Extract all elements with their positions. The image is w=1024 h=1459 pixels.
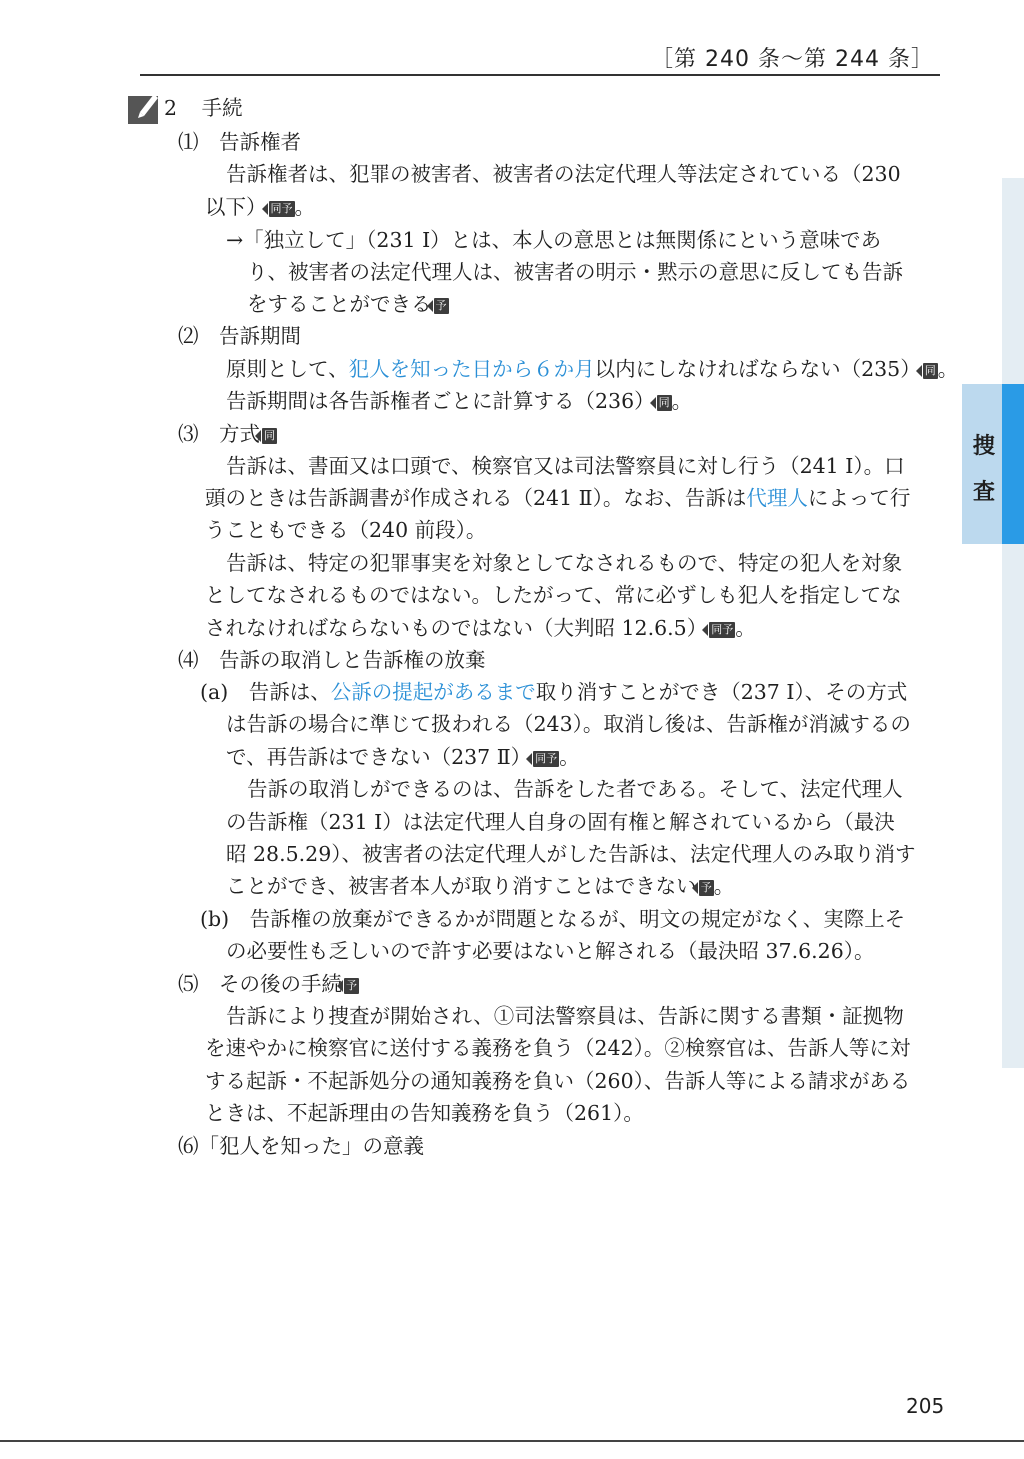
line-text: ⑸ その後の手続 bbox=[178, 972, 342, 996]
highlighted-text: 公訴の提起があるまで bbox=[330, 680, 536, 704]
text-line bbox=[247, 290, 449, 318]
text-line bbox=[226, 226, 881, 254]
text-line bbox=[200, 905, 905, 933]
bottom-rule bbox=[0, 1440, 1024, 1442]
text-line bbox=[226, 160, 901, 188]
text-line bbox=[178, 646, 486, 674]
chapter-tab-label: 捜 査 bbox=[972, 434, 995, 505]
line-text: ⑹「犯人を知った」の意義 bbox=[178, 1134, 424, 1158]
pencil-icon bbox=[128, 90, 158, 124]
running-header bbox=[140, 40, 940, 76]
line-text: をすることができる bbox=[247, 292, 432, 316]
line-text: 原則として、 bbox=[226, 357, 349, 381]
line-text: の告訴権（231 Ⅰ）は法定代理人自身の固有権と解されているから（最決 bbox=[226, 810, 895, 834]
section-number: 2 bbox=[164, 96, 178, 120]
line-text: 以下） bbox=[205, 195, 267, 219]
line-text: は告訴の場合に準じて扱われる（243）。取消し後は、告訴権が消滅するの bbox=[226, 712, 911, 736]
highlighted-text: 代理人 bbox=[746, 486, 808, 510]
reference-badge: 予 bbox=[346, 979, 357, 992]
line-text: の必要性も乏しいので許す必要はないと解される（最決昭 37.6.26）。 bbox=[226, 939, 875, 963]
text-line bbox=[205, 1099, 644, 1127]
header-article-range: ［第 240 条～第 244 条］ bbox=[651, 47, 934, 72]
line-text: うこともできる（240 前段）。 bbox=[205, 518, 487, 542]
text-line bbox=[205, 1067, 910, 1095]
page-number: 205 bbox=[906, 1394, 945, 1418]
text-line bbox=[226, 387, 692, 415]
reference-badge: 同予 bbox=[535, 752, 558, 765]
side-index-strip bbox=[1002, 178, 1024, 1068]
text-line bbox=[178, 420, 277, 448]
text-line bbox=[226, 937, 875, 965]
line-text: 告訴の取消しができるのは、告訴をした者である。そして、法定代理人 bbox=[247, 777, 903, 801]
text-line bbox=[178, 970, 359, 998]
line-text: 告訴権者は、犯罪の被害者、被害者の法定代理人等法定されている（230 bbox=[226, 162, 901, 186]
line-text: 。 bbox=[559, 745, 580, 769]
reference-badge: 同 bbox=[924, 364, 936, 377]
chapter-tab bbox=[962, 384, 1024, 544]
line-text: を速やかに検察官に送付する義務を負う（242）。②検察官は、告訴人等に対 bbox=[205, 1036, 911, 1060]
text-line bbox=[226, 549, 902, 577]
text-line bbox=[226, 452, 905, 480]
line-text: 。 bbox=[671, 389, 693, 413]
text-line bbox=[178, 1132, 424, 1160]
reference-badge: 同予 bbox=[270, 202, 293, 215]
text-line bbox=[205, 484, 910, 512]
reference-badge: 予 bbox=[700, 881, 712, 894]
line-text: 。 bbox=[294, 195, 315, 219]
line-text: ⑶ 方式 bbox=[178, 422, 260, 446]
line-text: としてなされるものではない。したがって、常に必ずしも犯人を指定してな bbox=[205, 583, 902, 607]
line-text: ⑷ 告訴の取消しと告訴権の放棄 bbox=[178, 648, 486, 672]
text-line bbox=[178, 128, 301, 156]
line-text: 告訴期間は各告訴権者ごとに計算する（236） bbox=[226, 389, 655, 413]
text-line bbox=[247, 775, 903, 803]
text-line bbox=[226, 808, 895, 836]
text-line bbox=[247, 258, 903, 286]
line-text: 。 bbox=[713, 874, 735, 898]
line-text: 以内にしなければならない（235） bbox=[594, 357, 921, 381]
text-line bbox=[226, 743, 580, 771]
line-text: 告訴により捜査が開始され、①司法警察員は、告訴に関する書類・証拠物 bbox=[226, 1004, 904, 1028]
line-text: する起訴・不起訴処分の通知義務を負い（260）、告訴人等による請求がある bbox=[205, 1069, 911, 1093]
text-line bbox=[226, 1002, 904, 1030]
line-text: →「独立して」（231 Ⅰ）とは、本人の意思とは無関係にという意味であ bbox=[226, 228, 882, 252]
text-line bbox=[205, 516, 486, 544]
text-line bbox=[226, 355, 958, 383]
line-text: 。 bbox=[735, 616, 756, 640]
line-text: 告訴は、特定の犯罪事実を対象としてなされるもので、特定の犯人を対象 bbox=[226, 551, 903, 575]
line-text: ことができ、被害者本人が取り消すことはできない bbox=[226, 874, 697, 898]
reference-badge: 同 bbox=[658, 396, 670, 409]
text-line bbox=[205, 1034, 910, 1062]
reference-badge: 同 bbox=[264, 429, 275, 442]
line-text: 告訴は、書面又は口頭で、検察官又は司法警察員に対し行う（241 Ⅰ）。口 bbox=[226, 454, 905, 478]
line-text: ⑴ 告訴権者 bbox=[178, 130, 301, 154]
section-heading bbox=[164, 94, 243, 122]
text-line bbox=[205, 614, 756, 642]
text-line bbox=[226, 710, 911, 738]
text-line bbox=[226, 840, 916, 868]
line-text: 。 bbox=[937, 357, 959, 381]
line-text: 取り消すことができ（237 Ⅰ）、その方式 bbox=[535, 680, 908, 704]
text-line bbox=[178, 322, 301, 350]
text-line bbox=[200, 678, 907, 706]
line-text: ⑵ 告訴期間 bbox=[178, 324, 301, 348]
line-text: り、被害者の法定代理人は、被害者の明示・黙示の意思に反しても告訴 bbox=[247, 260, 903, 284]
line-text: で、再告訴はできない（237 Ⅱ） bbox=[226, 745, 532, 769]
line-text: (b) 告訴権の放棄ができるかが問題となるが、明文の規定がなく、実際上そ bbox=[200, 907, 906, 931]
text-line bbox=[226, 872, 734, 900]
text-line bbox=[205, 193, 315, 221]
line-text: によって行 bbox=[807, 486, 911, 510]
line-text: 昭 28.5.29）、被害者の法定代理人がした告訴は、法定代理人のみ取り消す bbox=[226, 842, 916, 866]
line-text: (a) 告訴は、 bbox=[200, 680, 331, 704]
line-text: 頭のときは告訴調書が作成される（241 Ⅱ）。なお、告訴は bbox=[205, 486, 747, 510]
section-title: 手続 bbox=[201, 96, 243, 120]
highlighted-text: 犯人を知った日から６か月 bbox=[348, 357, 595, 381]
line-text: ときは、不起訴理由の告知義務を負う（261）。 bbox=[205, 1101, 644, 1125]
reference-badge: 予 bbox=[435, 299, 447, 312]
line-text: されなければならないものではない（大判昭 12.6.5） bbox=[205, 616, 708, 640]
text-line bbox=[205, 581, 902, 609]
reference-badge: 同予 bbox=[711, 623, 734, 636]
